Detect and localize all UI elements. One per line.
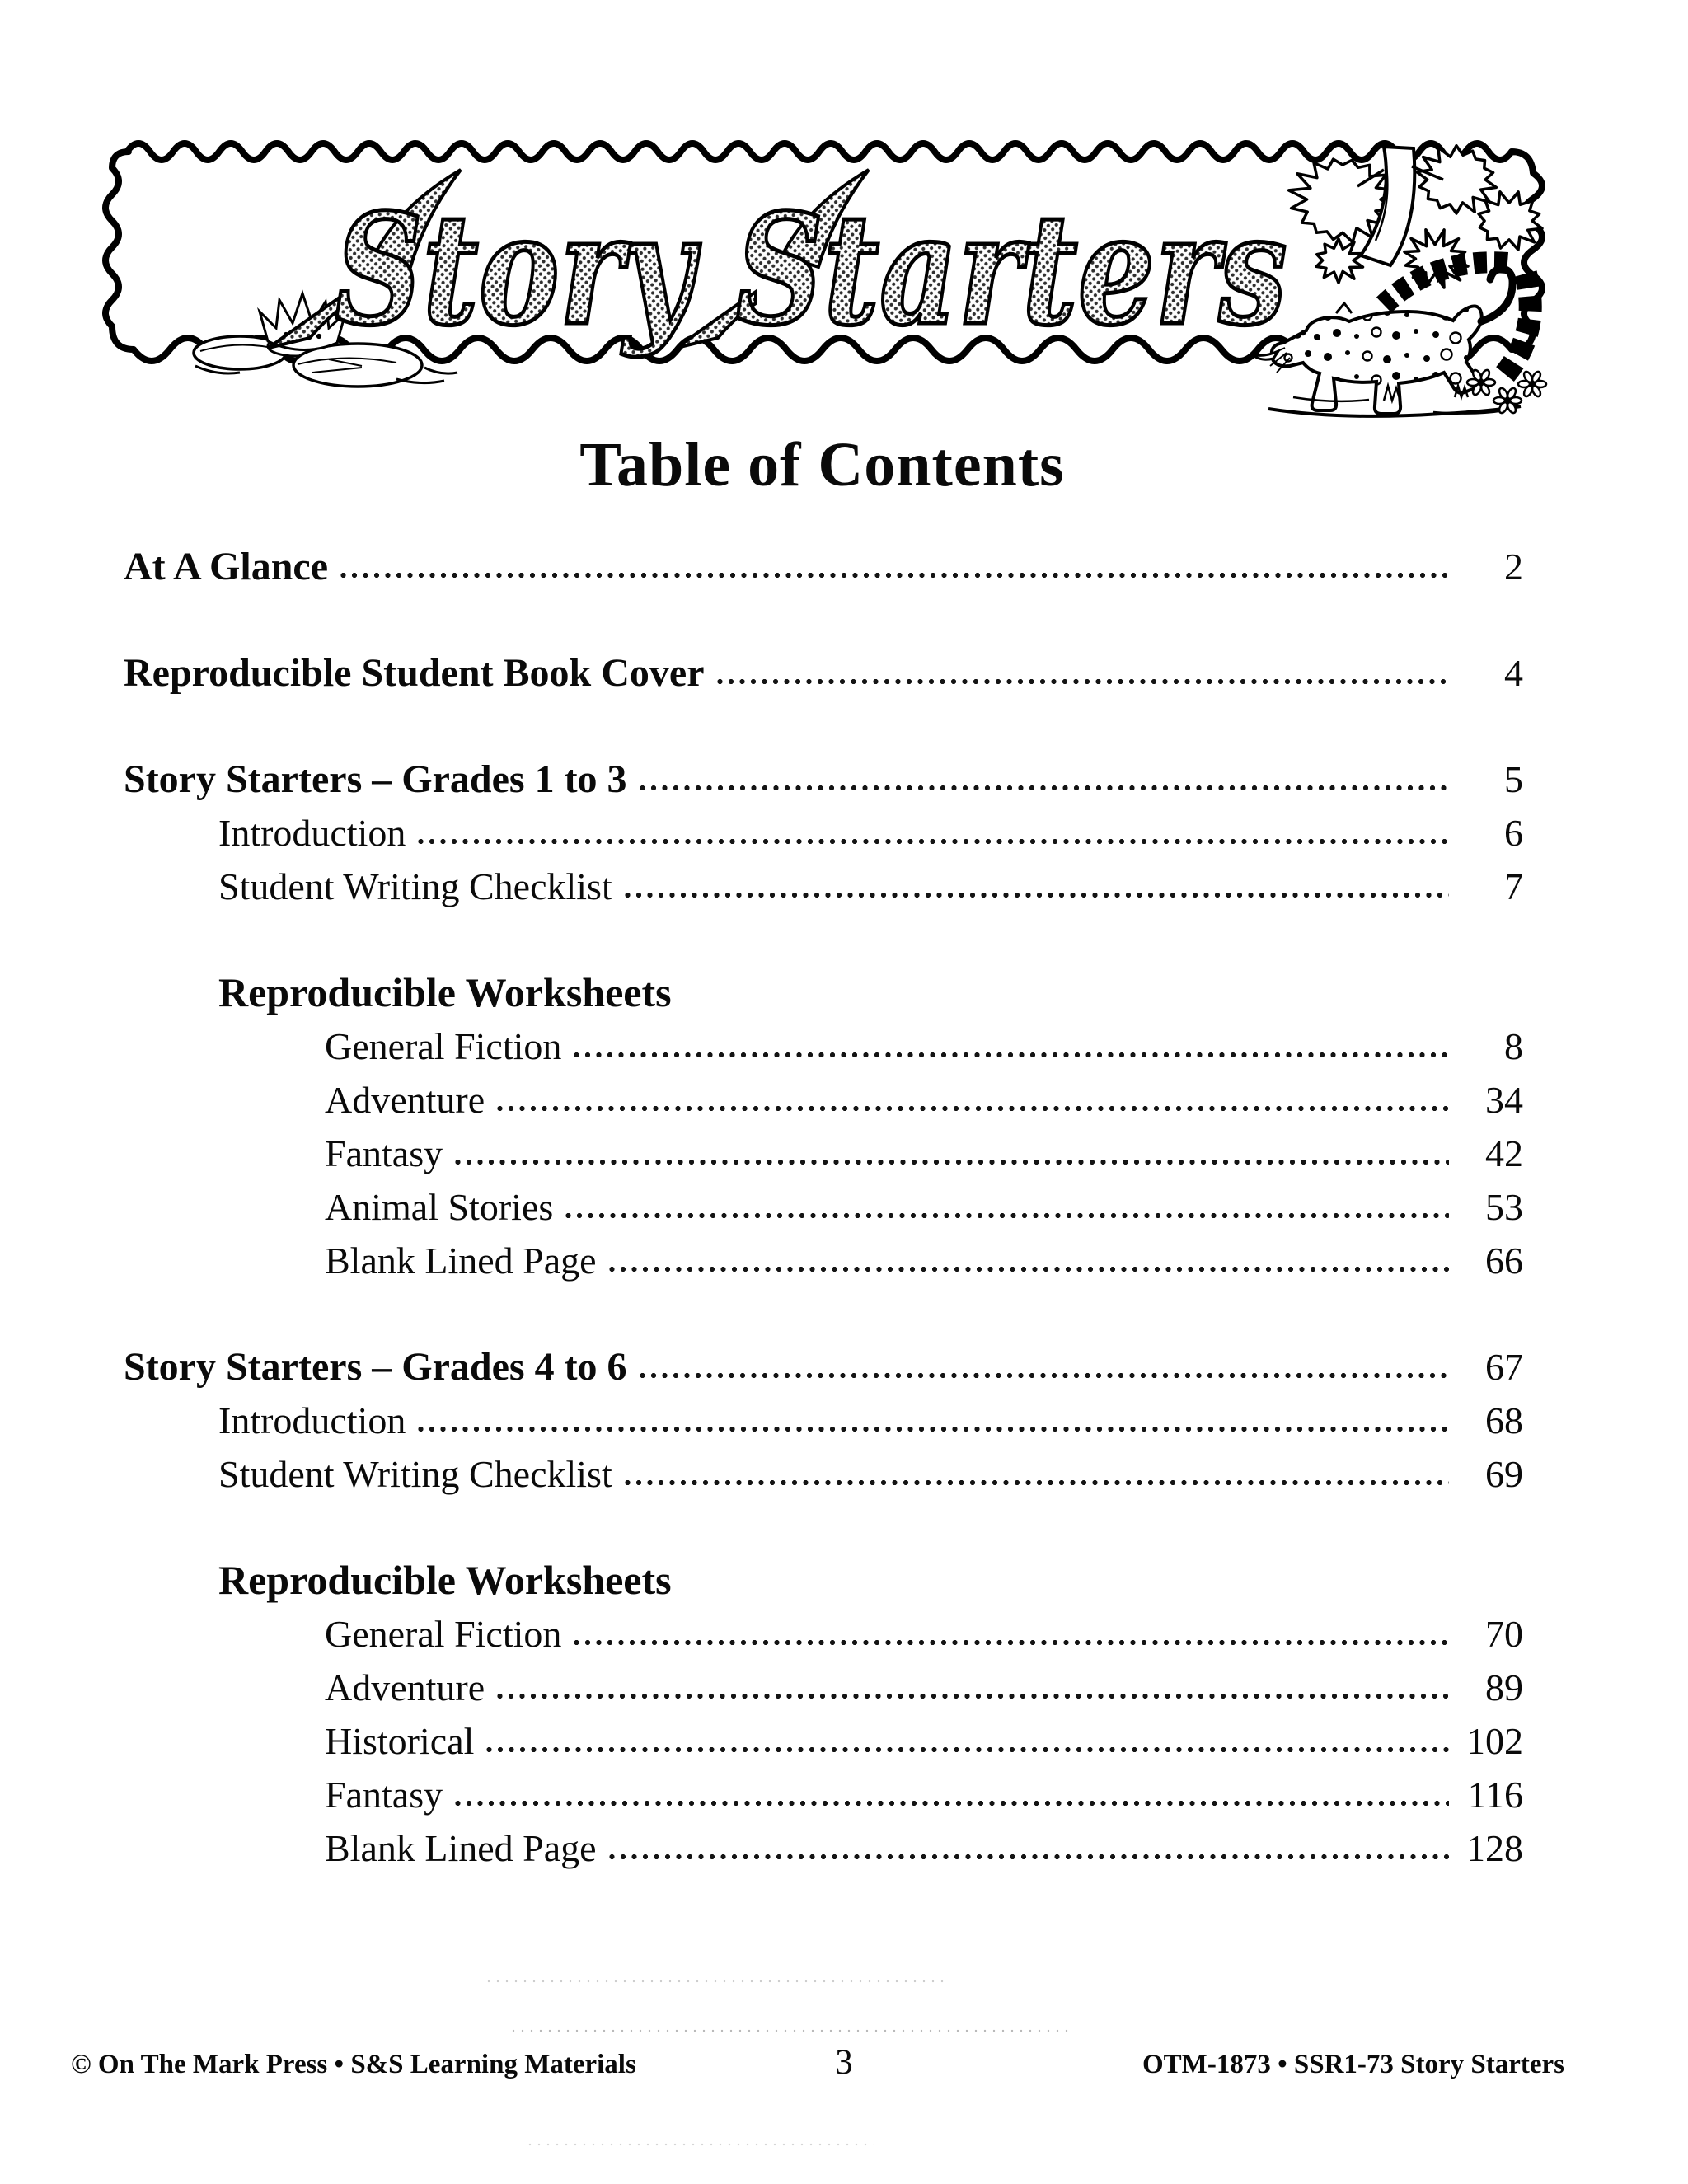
scan-artifact	[511, 2027, 1071, 2035]
toc-row	[325, 1073, 1523, 1127]
toc-entry-page-number: 34	[1485, 1079, 1523, 1121]
toc-row	[325, 1019, 1523, 1073]
toc-entry-page-number: 5	[1504, 758, 1523, 800]
dotted-leader	[496, 1692, 1449, 1700]
toc-entry-page-number: 70	[1485, 1613, 1523, 1655]
toc-entry-label: General Fiction	[325, 1025, 562, 1067]
toc-section	[124, 752, 1523, 913]
toc-entry-page-number: 53	[1485, 1186, 1523, 1228]
toc-entry-label: Reproducible Worksheets	[218, 969, 672, 1015]
toc-row	[325, 1661, 1523, 1714]
toc-row	[218, 1554, 1523, 1607]
scan-artifact	[486, 1978, 948, 1985]
toc-row	[218, 806, 1523, 860]
toc-row	[325, 1821, 1523, 1875]
toc-entry-page-number: 102	[1466, 1720, 1523, 1762]
toc-row	[124, 646, 1523, 700]
toc-entry-label: General Fiction	[325, 1613, 562, 1655]
toc-entry-page-number: 7	[1504, 865, 1523, 907]
toc-section	[124, 966, 1523, 1287]
toc-entry-page-number: 42	[1485, 1132, 1523, 1174]
toc-row	[325, 1714, 1523, 1768]
dotted-leader	[716, 677, 1449, 686]
dotted-leader	[417, 1425, 1449, 1433]
dotted-leader	[573, 1638, 1449, 1647]
footer-publisher: © On The Mark Press • S&S Learning Materials	[71, 2050, 636, 2079]
toc-row	[124, 752, 1523, 806]
toc-section	[124, 540, 1523, 593]
page-title: Table of Contents	[579, 430, 1065, 499]
toc-row	[325, 1180, 1523, 1234]
story-starters-banner	[86, 130, 1569, 427]
toc-entry-page-number: 4	[1504, 652, 1523, 694]
dotted-leader	[454, 1158, 1449, 1166]
toc-entry-page-number: 68	[1485, 1399, 1523, 1441]
toc-entry-label: Blank Lined Page	[325, 1827, 597, 1869]
dotted-leader	[624, 891, 1449, 899]
toc-row	[124, 540, 1523, 593]
toc-entry-label: Blank Lined Page	[325, 1240, 597, 1282]
dotted-leader	[496, 1104, 1449, 1113]
toc-row	[218, 1394, 1523, 1447]
toc-section	[124, 1554, 1523, 1875]
toc-row	[325, 1768, 1523, 1821]
dotted-leader	[608, 1853, 1449, 1861]
toc-entry-label: Story Starters – Grades 4 to 6	[124, 1345, 627, 1389]
toc-entry-label: At A Glance	[124, 545, 328, 588]
footer-product-code: OTM-1873 • SSR1-73 Story Starters	[1142, 2050, 1564, 2079]
table-of-contents	[124, 540, 1523, 1875]
toc-entry-label: Student Writing Checklist	[218, 1453, 612, 1495]
dotted-leader	[624, 1479, 1449, 1487]
toc-entry-page-number: 67	[1485, 1346, 1523, 1388]
toc-entry-page-number: 69	[1485, 1453, 1523, 1495]
toc-row	[325, 1234, 1523, 1287]
toc-entry-page-number: 128	[1466, 1827, 1523, 1869]
toc-entry-label: Adventure	[325, 1666, 485, 1708]
toc-entry-label: Fantasy	[325, 1774, 443, 1816]
toc-section	[124, 646, 1523, 700]
toc-entry-page-number: 89	[1485, 1666, 1523, 1708]
toc-row	[218, 1447, 1523, 1501]
toc-row	[124, 1340, 1523, 1394]
toc-entry-label: Animal Stories	[325, 1186, 554, 1228]
toc-entry-label: Adventure	[325, 1079, 485, 1121]
dotted-leader	[454, 1799, 1449, 1807]
toc-entry-page-number: 8	[1504, 1025, 1523, 1067]
toc-entry-label: Fantasy	[325, 1132, 443, 1174]
dotted-leader	[565, 1212, 1449, 1220]
toc-entry-label: Reproducible Student Book Cover	[124, 651, 705, 695]
toc-row	[218, 966, 1523, 1019]
toc-row	[325, 1607, 1523, 1661]
dotted-leader	[340, 571, 1449, 579]
banner-title: Story Starters	[335, 180, 1287, 359]
dotted-leader	[417, 837, 1449, 846]
dotted-leader	[573, 1051, 1449, 1059]
toc-row	[218, 860, 1523, 913]
toc-entry-page-number: 6	[1504, 812, 1523, 854]
toc-entry-page-number: 2	[1504, 546, 1523, 588]
scan-artifact	[528, 2141, 874, 2149]
toc-entry-page-number: 116	[1467, 1774, 1523, 1816]
toc-entry-label: Reproducible Worksheets	[218, 1557, 672, 1603]
toc-entry-page-number: 66	[1485, 1240, 1523, 1282]
toc-entry-label: Historical	[325, 1720, 475, 1762]
toc-entry-label: Introduction	[218, 1399, 406, 1441]
dotted-leader	[639, 784, 1449, 792]
dotted-leader	[608, 1265, 1449, 1273]
toc-entry-label: Story Starters – Grades 1 to 3	[124, 757, 627, 801]
toc-entry-label: Introduction	[218, 812, 406, 854]
dotted-leader	[485, 1746, 1449, 1754]
footer-page-number: 3	[835, 2043, 853, 2082]
toc-row	[325, 1127, 1523, 1180]
toc-entry-label: Student Writing Checklist	[218, 865, 612, 907]
dotted-leader	[639, 1371, 1449, 1380]
toc-section	[124, 1340, 1523, 1501]
